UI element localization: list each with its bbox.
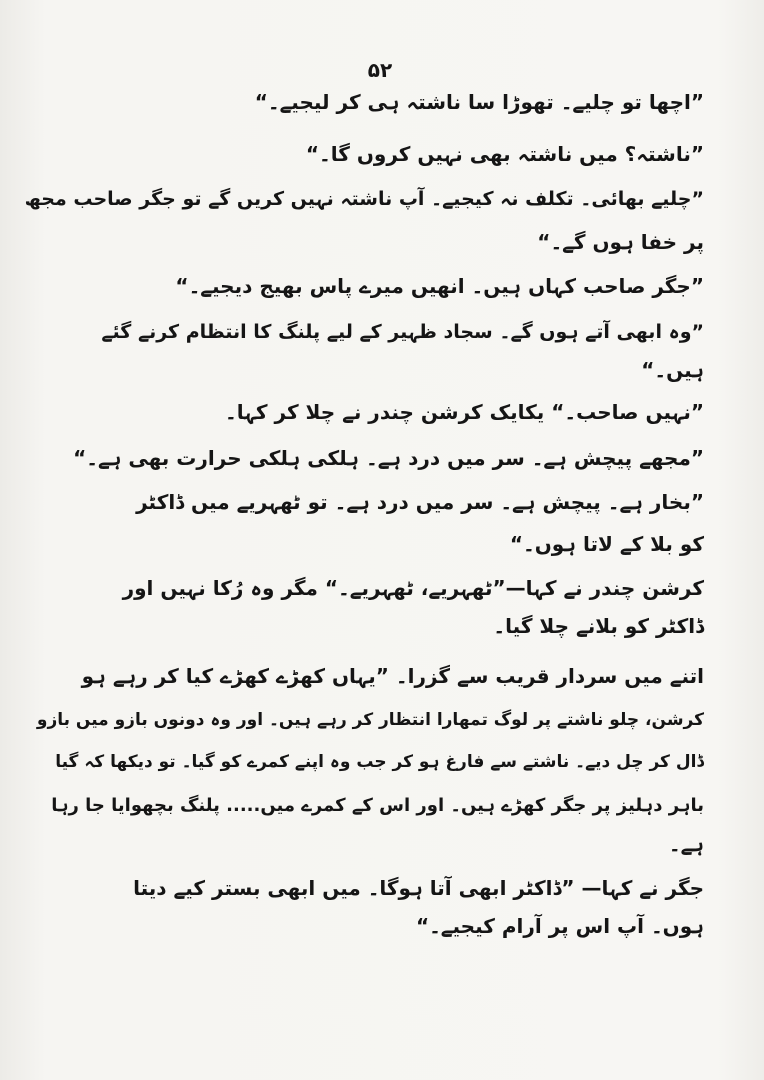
text-line-6: ”وہ ابھی آتے ہوں گے۔ سجاد ظہیر کے لیے پلنگ کا انتظام کرنے گئے [101, 321, 704, 343]
text-line-2: ”ناشتہ؟ میں ناشتہ بھی نہیں کروں گا۔“ [305, 142, 704, 166]
text-line-11: کو بلا کے لاتا ہوں۔“ [509, 532, 704, 556]
text-line-17: باہر دہلیز پر جگر کھڑے ہیں۔ اور اس کے کمرے میں..... پلنگ بچھوایا جا رہا [51, 795, 704, 816]
text-line-12: کرشن چندر نے کہا—”ٹھہریے، ٹھہریے۔“ مگر وہ رُکا نہیں اور [122, 576, 704, 600]
text-line-18: ہے۔ [668, 832, 704, 856]
text-line-7: ہیں۔“ [641, 358, 704, 382]
page-number: ۵۲ [367, 58, 393, 82]
text-line-14: اتنے میں سردار قریب سے گزرا۔ ”یہاں کھڑے کھڑے کیا کر رہے ہو [81, 664, 704, 688]
text-line-19: جگر نے کہا— ”ڈاکٹر ابھی آتا ہوگا۔ میں ابھی بستر کیے دیتا [133, 876, 704, 900]
text-line-4: پر خفا ہوں گے۔“ [537, 230, 704, 254]
text-line-20: ہوں۔ آپ اس پر آرام کیجیے۔“ [415, 914, 704, 938]
text-line-13: ڈاکٹر کو بلانے چلا گیا۔ [493, 614, 704, 638]
text-line-1: ”اچھا تو چلیے۔ تھوڑا سا ناشتہ ہی کر لیجیے۔“ [254, 90, 704, 114]
text-line-16: ڈال کر چل دیے۔ ناشتے سے فارغ ہو کر جب وہ اپنے کمرے کو گیا۔ تو دیکھا کہ گیا [55, 752, 704, 772]
text-line-3: ”چلیے بھائی۔ تکلف نہ کیجیے۔ آپ ناشتہ نہیں کریں گے تو جگر صاحب مجھ [24, 188, 704, 210]
text-line-8: ”نہیں صاحب۔“ یکایک کرشن چندر نے چلا کر کہا۔ [224, 400, 704, 424]
text-line-15: کرشن، چلو ناشتے پر لوگ تمھارا انتظار کر رہے ہیں۔ اور وہ دونوں بازو میں بازو [36, 710, 704, 730]
text-line-10: ”بخار ہے۔ پیچش ہے۔ سر میں درد ہے۔ تو ٹھہریے میں ڈاکٹر [136, 490, 704, 514]
text-line-5: ”جگر صاحب کہاں ہیں۔ انھیں میرے پاس بھیج دیجیے۔“ [175, 274, 704, 298]
text-line-9: ”مجھے پیچش ہے۔ سر میں درد ہے۔ ہلکی ہلکی حرارت بھی ہے۔“ [73, 446, 704, 470]
